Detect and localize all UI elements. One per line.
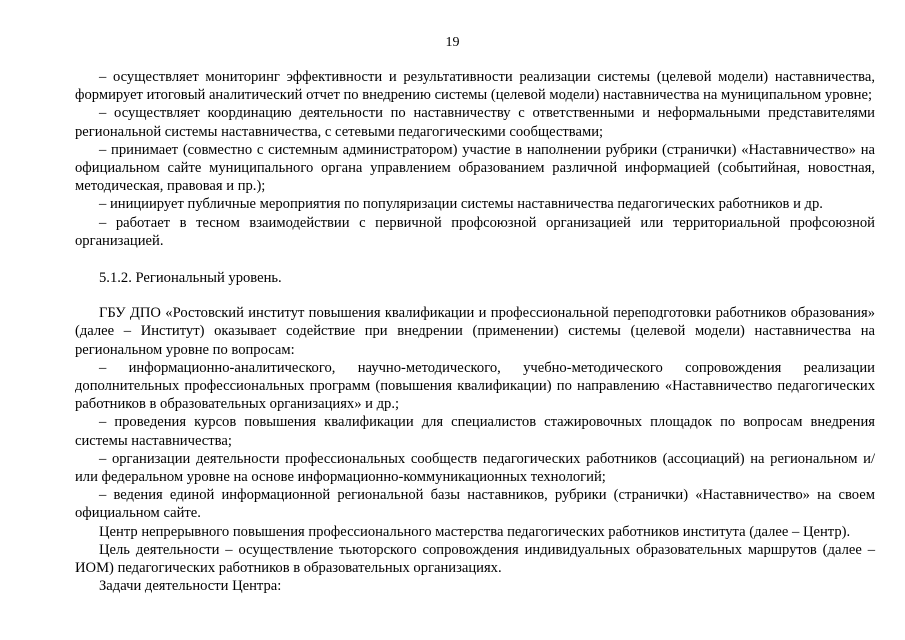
document-body [75,68,875,595]
municipal-list-item: – осуществляет мониторинг эффективности и результативности реализации системы (целевой модели) наставничества, формирует итоговый аналитический отчет по внедрению системы (целевой модели) наставничества на муниципальном уровне; [75,69,875,104]
municipal-list-item: – инициирует публичные мероприятия по популяризации системы наставничества педагогических работников и др. [99,196,823,213]
municipal-list-item: – осуществляет координацию деятельности по наставничеству с ответственными и неформальными представителями региональной системы наставничества, с сетевыми педагогическими сообществами; [75,105,875,140]
municipal-list-item: – работает в тесном взаимодействии с первичной профсоюзной организацией или территориальной профсоюзной организацией. [75,214,875,249]
section-heading: 5.1.2. Региональный уровень. [99,270,282,287]
municipal-list-item: – принимает (совместно с системным администратором) участие в наполнении рубрики (странички) «Наставничество» на официальном сайте муниципального органа управлением образованием различной информацией (событийная, новостная, методическая, правовая и пр.); [75,141,875,195]
regional-intro-paragraph: ГБУ ДПО «Ростовский институт повышения квалификации и профессиональной переподготовки работников образования» (далее – Институт) оказывает содействие при внедрении (применении) системы (целевой модели) наставничества на региональном уровне по вопросам: [75,305,875,358]
page-number: 19 [445,35,460,50]
regional-list-item: – ведения единой информационной региональной базы наставников, рубрики (странички) «Наставничество» на своем официальном сайте. [75,487,875,522]
regional-list-item: – организации деятельности профессиональных сообществ педагогических работников (ассоциаций) на региональном и/или федеральном уровне на основе информационно-коммуникационных технологий; [75,450,875,486]
center-paragraph: Центр непрерывного повышения профессионального мастерства педагогических работников института (далее – Центр). [99,523,851,540]
center-paragraph: Задачи деятельности Центра: [99,578,282,595]
regional-list-item: – информационно-аналитического, научно-методического, учебно-методического сопровождения реализации дополнительных профессиональных программ (повышения квалификации) по направлению «Наставничество педагогических работников в образовательных организациях» и др.; [75,359,875,413]
center-paragraph: Цель деятельности – осуществление тьюторского сопровождения индивидуальных образовательных маршрутов (далее – ИОМ) педагогических работников в образовательных организациях. [75,541,875,577]
regional-list-item: – проведения курсов повышения квалификации для специалистов стажировочных площадок по вопросам внедрения системы наставничества; [75,414,875,449]
